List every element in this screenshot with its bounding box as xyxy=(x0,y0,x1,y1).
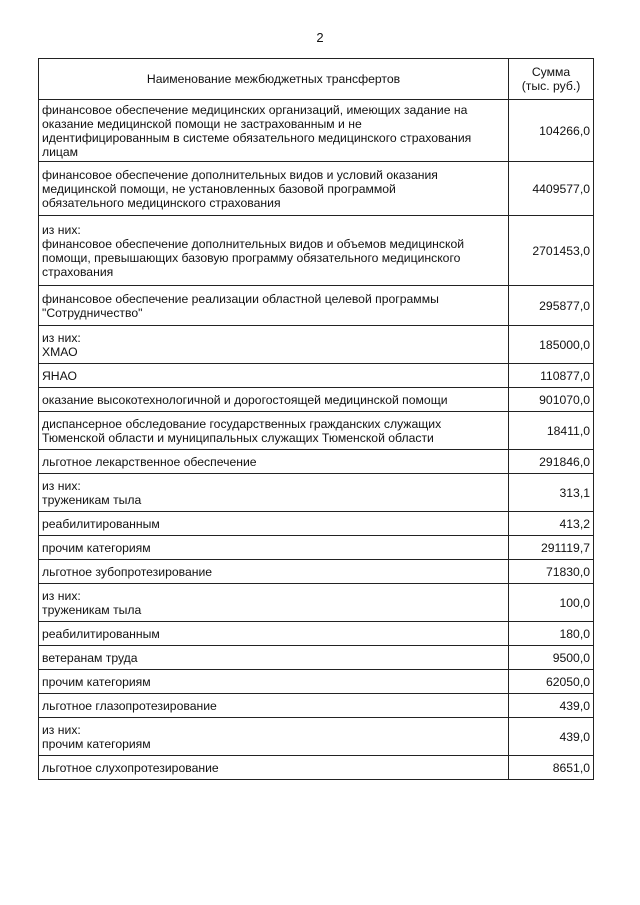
transfer-sum-cell: 2701453,0 xyxy=(509,216,594,286)
table-row xyxy=(39,412,594,450)
transfer-name-line: Тюменской области и муниципальных служащих Тюменской области xyxy=(42,430,434,445)
transfer-name-line: льготное лекарственное обеспечение xyxy=(42,454,257,469)
table-row xyxy=(39,388,594,412)
table-row xyxy=(39,560,594,584)
transfer-sum-cell: 18411,0 xyxy=(509,412,594,450)
transfer-name-line: финансовое обеспечение медицинских организаций, имеющих задание на xyxy=(42,102,468,117)
transfer-name-line: лицам xyxy=(42,144,79,159)
transfer-name-cell xyxy=(39,474,509,512)
table-header-row xyxy=(39,59,594,100)
transfer-sum-cell: 71830,0 xyxy=(509,560,594,584)
transfer-name-cell xyxy=(39,756,509,780)
transfer-name-cell xyxy=(39,718,509,756)
table-row xyxy=(39,756,594,780)
transfer-sum-cell: 9500,0 xyxy=(509,646,594,670)
table-row xyxy=(39,364,594,388)
table-row xyxy=(39,584,594,622)
table-row xyxy=(39,286,594,326)
transfer-name-line: финансовое обеспечение дополнительных видов и условий оказания xyxy=(42,167,438,182)
header-sum xyxy=(509,59,594,100)
transfer-name-line: из них: xyxy=(42,588,81,603)
transfer-sum-cell: 439,0 xyxy=(509,694,594,718)
transfer-name-cell xyxy=(39,216,509,286)
header-sum-line1: Сумма xyxy=(531,65,571,79)
transfer-name-cell xyxy=(39,560,509,584)
transfer-sum-cell: 295877,0 xyxy=(509,286,594,326)
transfer-sum-cell: 62050,0 xyxy=(509,670,594,694)
transfer-name-cell xyxy=(39,670,509,694)
transfer-name-line: труженикам тыла xyxy=(42,492,142,507)
transfer-sum-cell: 901070,0 xyxy=(509,388,594,412)
transfer-sum-cell: 185000,0 xyxy=(509,326,594,364)
transfer-name-cell xyxy=(39,694,509,718)
header-transfer-name: Наименование межбюджетных трансфертов xyxy=(39,59,509,100)
table-row xyxy=(39,536,594,560)
transfer-name-line: прочим категориям xyxy=(42,736,151,751)
table-row xyxy=(39,162,594,216)
transfer-name-line: оказание высокотехнологичной и дорогостоящей медицинской помощи xyxy=(42,392,448,407)
transfer-name-cell xyxy=(39,388,509,412)
transfer-name-cell xyxy=(39,162,509,216)
transfer-name-line: из них: xyxy=(42,478,81,493)
transfer-name-line: ХМАО xyxy=(42,344,78,359)
transfer-name-line: медицинской помощи, не установленных базовой программой xyxy=(42,181,396,196)
transfer-name-line: диспансерное обследование государственных гражданских служащих xyxy=(42,416,442,431)
table-row xyxy=(39,646,594,670)
transfer-sum-cell: 413,2 xyxy=(509,512,594,536)
transfer-name-line: реабилитированным xyxy=(42,516,160,531)
transfer-name-cell xyxy=(39,536,509,560)
transfer-name-line: обязательного медицинского страхования xyxy=(42,195,281,210)
transfer-name-cell xyxy=(39,326,509,364)
transfer-name-line: финансовое обеспечение реализации областной целевой программы xyxy=(42,291,439,306)
transfer-name-line: льготное слухопротезирование xyxy=(42,760,219,775)
transfer-name-line: ЯНАО xyxy=(42,368,77,383)
transfer-name-cell xyxy=(39,450,509,474)
table-body xyxy=(39,100,594,780)
transfer-sum-cell: 110877,0 xyxy=(509,364,594,388)
transfer-name-line: ветеранам труда xyxy=(42,650,138,665)
transfer-name-line: из них: xyxy=(42,330,81,345)
header-sum-line2: (тыс. руб.) xyxy=(521,79,581,93)
table-row xyxy=(39,326,594,364)
table-row xyxy=(39,670,594,694)
transfer-name-cell xyxy=(39,512,509,536)
transfer-sum-cell: 291119,7 xyxy=(509,536,594,560)
transfer-name-line: "Сотрудничество" xyxy=(42,305,143,320)
transfers-table xyxy=(38,58,594,780)
transfer-name-line: льготное глазопротезирование xyxy=(42,698,217,713)
transfer-name-cell xyxy=(39,622,509,646)
transfer-name-line: помощи, превышающих базовую программу обязательного медицинского xyxy=(42,250,461,265)
transfer-name-cell xyxy=(39,412,509,450)
table-row xyxy=(39,718,594,756)
table-row xyxy=(39,216,594,286)
transfer-name-line: финансовое обеспечение дополнительных видов и объемов медицинской xyxy=(42,236,465,251)
transfer-name-line: из них: xyxy=(42,222,81,237)
transfer-name-line: страхования xyxy=(42,264,114,279)
page-number: 2 xyxy=(316,30,324,45)
transfer-name-line: прочим категориям xyxy=(42,674,151,689)
transfer-name-cell xyxy=(39,646,509,670)
transfer-name-cell xyxy=(39,364,509,388)
transfer-name-line: идентифицированным в системе обязательного медицинского страхования xyxy=(42,130,472,145)
transfer-name-cell xyxy=(39,286,509,326)
transfer-sum-cell: 100,0 xyxy=(509,584,594,622)
table-row xyxy=(39,100,594,162)
transfer-name-line: прочим категориям xyxy=(42,540,151,555)
table-row xyxy=(39,694,594,718)
transfer-sum-cell: 180,0 xyxy=(509,622,594,646)
transfer-name-line: труженикам тыла xyxy=(42,602,142,617)
transfer-name-cell xyxy=(39,100,509,162)
transfer-sum-cell: 4409577,0 xyxy=(509,162,594,216)
transfer-name-line: из них: xyxy=(42,722,81,737)
table-row xyxy=(39,512,594,536)
transfer-name-line: льготное зубопротезирование xyxy=(42,564,213,579)
transfer-sum-cell: 439,0 xyxy=(509,718,594,756)
table-row xyxy=(39,450,594,474)
transfer-sum-cell: 313,1 xyxy=(509,474,594,512)
transfer-name-cell xyxy=(39,584,509,622)
transfer-sum-cell: 8651,0 xyxy=(509,756,594,780)
transfer-sum-cell: 291846,0 xyxy=(509,450,594,474)
transfer-name-line: оказание медицинской помощи не застрахованным и не xyxy=(42,116,362,131)
table-row xyxy=(39,474,594,512)
transfer-sum-cell: 104266,0 xyxy=(509,100,594,162)
transfer-name-line: реабилитированным xyxy=(42,626,160,641)
table-row xyxy=(39,622,594,646)
